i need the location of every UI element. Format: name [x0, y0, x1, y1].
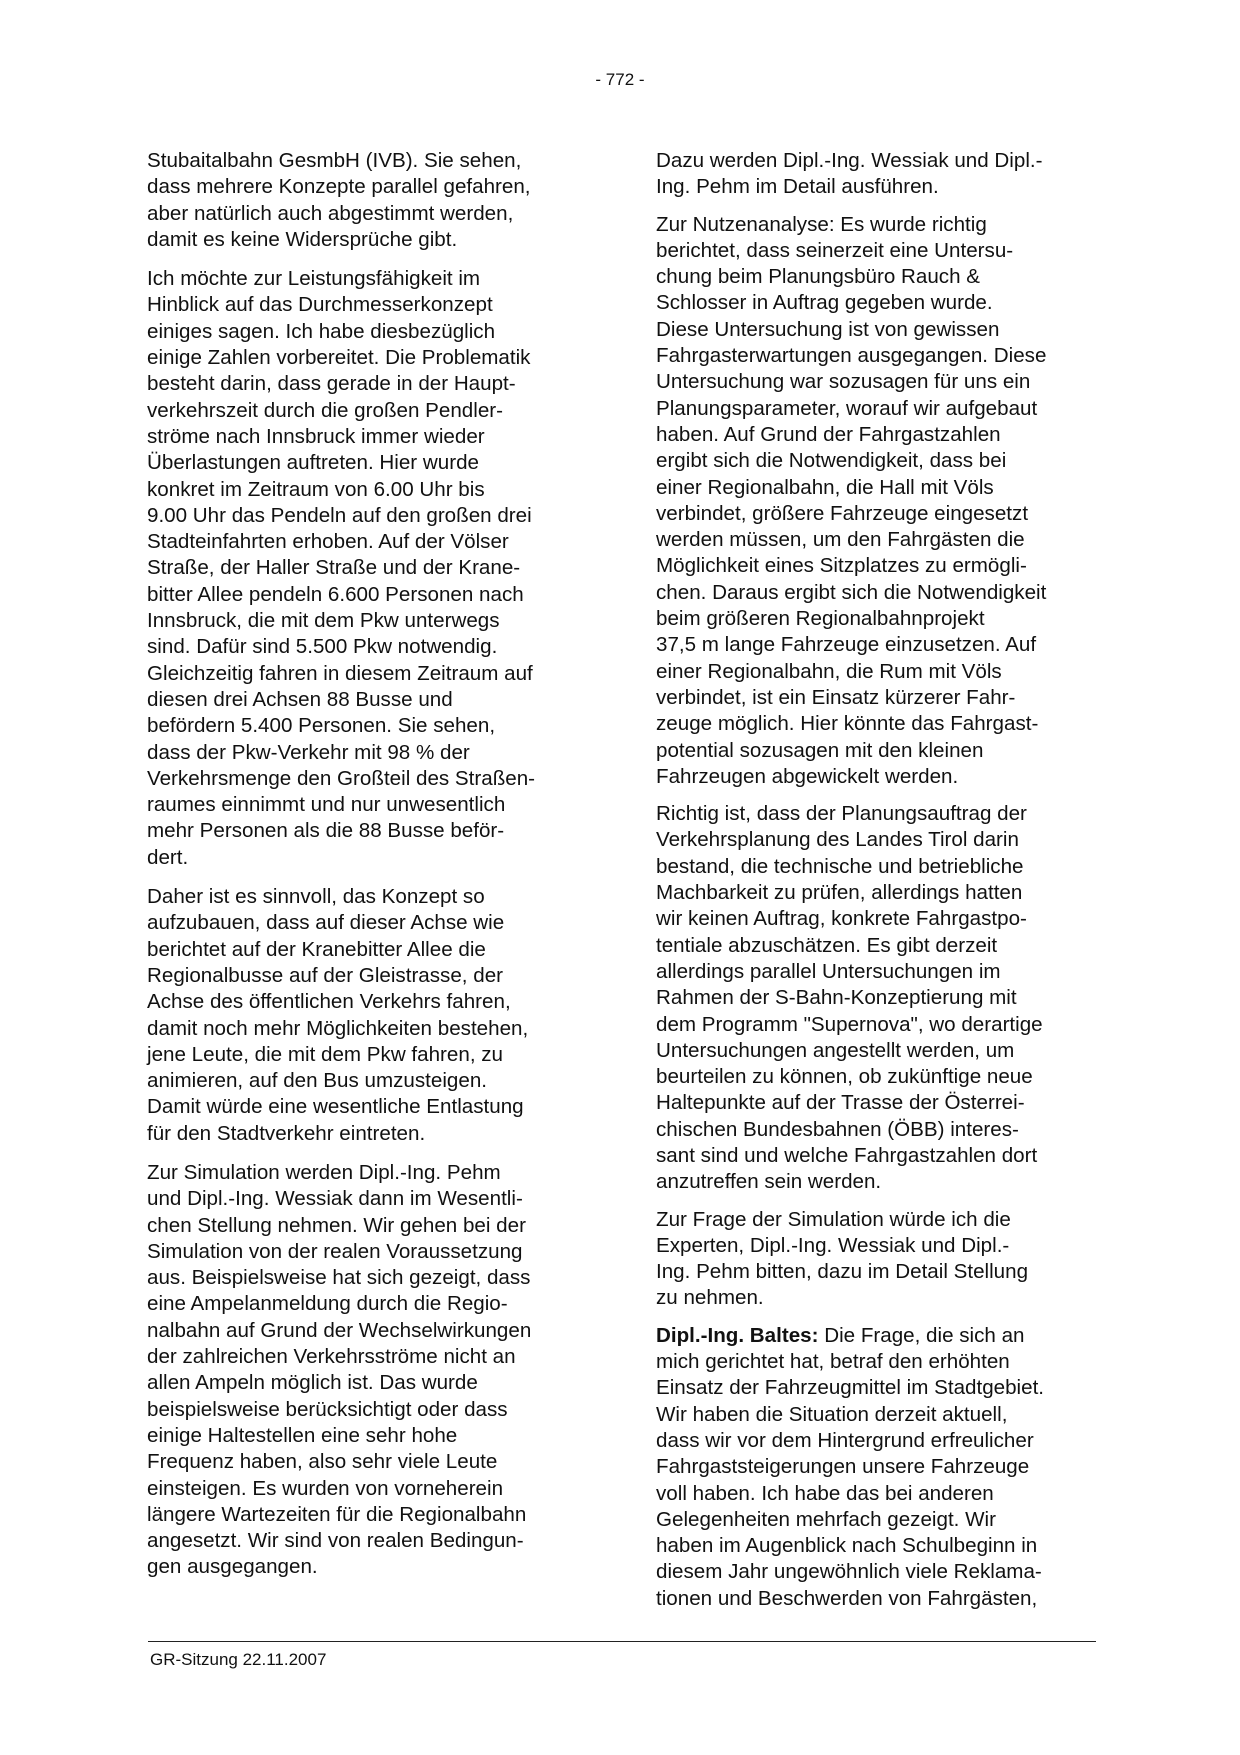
text-line: sind. Dafür sind 5.500 Pkw notwendig.: [147, 635, 498, 659]
speaker-name: Dipl.-Ing. Baltes:: [656, 1323, 819, 1347]
text-line: wir keinen Auftrag, konkrete Fahrgastpo-: [656, 907, 1027, 931]
text-line: diesem Jahr ungewöhnlich viele Reklama-: [656, 1560, 1042, 1584]
text-line: Schlosser in Auftrag gegeben wurde.: [656, 291, 993, 315]
text-line: dass der Pkw-Verkehr mit 98 % der: [147, 740, 470, 764]
text-line: raumes einnimmt und nur unwesentlich: [147, 793, 506, 817]
text-line: beim größeren Regionalbahnprojekt: [656, 607, 985, 631]
text-line: Dazu werden Dipl.-Ing. Wessiak und Dipl.-: [656, 149, 1043, 172]
text-line: Zur Frage der Simulation würde ich die: [656, 1207, 1011, 1231]
text-line: Stubaitalbahn GesmbH (IVB). Sie sehen,: [147, 149, 522, 172]
text-line: Ing. Pehm im Detail ausführen.: [656, 175, 939, 199]
text-line: dert.: [147, 845, 189, 869]
text-line: längere Wartezeiten für die Regionalbahn: [147, 1502, 527, 1526]
text-line: Stadteinfahrten erhoben. Auf der Völser: [147, 530, 509, 554]
text-line: ergibt sich die Notwendigkeit, dass bei: [656, 449, 1007, 473]
text-line: Untersuchungen angestellt werden, um: [656, 1038, 1015, 1062]
text-line: Frequenz haben, also sehr viele Leute: [147, 1450, 498, 1474]
text-line: beispielsweise berücksichtigt oder dass: [147, 1397, 508, 1421]
text-line: Damit würde eine wesentliche Entlastung: [147, 1095, 524, 1119]
text-line: chen. Daraus ergibt sich die Notwendigkeit: [656, 580, 1047, 604]
text-line: Machbarkeit zu prüfen, allerdings hatten: [656, 881, 1023, 905]
text-line: 9.00 Uhr das Pendeln auf den großen drei: [147, 503, 532, 527]
text-line: Möglichkeit eines Sitzplatzes zu ermögli-: [656, 554, 1027, 578]
text-line: befördern 5.400 Personen. Sie sehen,: [147, 714, 496, 738]
text-line: Verkehrsplanung des Landes Tirol darin: [656, 828, 1019, 852]
text-line: Planungsparameter, worauf wir aufgebaut: [656, 396, 1038, 420]
text-line: werden müssen, um den Fahrgästen die: [656, 528, 1025, 552]
text-line: bitter Allee pendeln 6.600 Personen nach: [147, 582, 524, 606]
paragraph: [147, 1160, 587, 1581]
text-line: Richtig ist, dass der Planungsauftrag der: [656, 802, 1027, 826]
text-line: diesen drei Achsen 88 Busse und: [147, 687, 453, 711]
text-line: mich gerichtet hat, betraf den erhöhten: [656, 1350, 1010, 1374]
text-line: voll haben. Ich habe das bei anderen: [656, 1481, 994, 1505]
text-line: Ing. Pehm bitten, dazu im Detail Stellung: [656, 1260, 1029, 1284]
text-line: beurteilen zu können, ob zukünftige neue: [656, 1065, 1033, 1089]
text-line: damit noch mehr Möglichkeiten bestehen,: [147, 1016, 529, 1040]
text-line: und Dipl.-Ing. Wessiak dann im Wesentli-: [147, 1187, 523, 1211]
text-line: aber natürlich auch abgestimmt werden,: [147, 201, 514, 225]
paragraph: [656, 801, 1096, 1195]
text-line: mehr Personen als die 88 Busse beför-: [147, 819, 505, 843]
text-line: aus. Beispielsweise hat sich gezeigt, dass: [147, 1266, 531, 1290]
paragraph: [656, 1207, 1096, 1312]
text-line: Gelegenheiten mehrfach gezeigt. Wir: [656, 1507, 996, 1531]
footer-divider: [148, 1641, 1096, 1642]
text-line: einige Haltestellen eine sehr hohe: [147, 1423, 458, 1447]
text-line: einige Zahlen vorbereitet. Die Problematik: [147, 346, 531, 370]
text-line: eine Ampelanmeldung durch die Regio-: [147, 1292, 508, 1316]
left-column: [147, 148, 587, 1594]
text-line: Fahrgaststeigerungen unsere Fahrzeuge: [656, 1455, 1030, 1479]
footer-session-date: GR-Sitzung 22.11.2007: [150, 1650, 327, 1669]
text-line: dass wir vor dem Hintergrund erfreulicher: [656, 1428, 1034, 1452]
text-line: für den Stadtverkehr eintreten.: [147, 1121, 426, 1145]
text-line: verbindet, größere Fahrzeuge eingesetzt: [656, 501, 1029, 525]
paragraph: [147, 884, 587, 1147]
text-line: Wir haben die Situation derzeit aktuell,: [656, 1402, 1008, 1426]
text-line: zu nehmen.: [656, 1286, 764, 1310]
text-line: haben im Augenblick nach Schulbeginn in: [656, 1534, 1038, 1558]
text-line: Straße, der Haller Straße und der Krane-: [147, 556, 521, 580]
text-line: Regionalbusse auf der Gleistrasse, der: [147, 963, 504, 987]
text-line: Gleichzeitig fahren in diesem Zeitraum auf: [147, 661, 533, 685]
text-line: tionen und Beschwerden von Fahrgästen,: [656, 1586, 1038, 1610]
right-column: [656, 148, 1096, 1623]
text-line: dem Programm "Supernova", wo derartige: [656, 1012, 1043, 1036]
text-line: Innsbruck, die mit dem Pkw unterwegs: [147, 609, 500, 633]
text-line: nalbahn auf Grund der Wechselwirkungen: [147, 1318, 532, 1342]
text-line: allen Ampeln möglich ist. Das wurde: [147, 1371, 478, 1395]
text-line: verkehrszeit durch die großen Pendler-: [147, 398, 503, 422]
text-line: Haltepunkte auf der Trasse der Österrei-: [656, 1091, 1025, 1115]
text-line: Experten, Dipl.-Ing. Wessiak und Dipl.-: [656, 1233, 1010, 1257]
text-line: einer Regionalbahn, die Hall mit Völs: [656, 475, 994, 499]
text-line: Verkehrsmenge den Großteil des Straßen-: [147, 766, 536, 790]
text-line: dass mehrere Konzepte parallel gefahren,: [147, 175, 531, 199]
text-line: potential sozusagen mit den kleinen: [656, 738, 984, 762]
text-line: sant sind und welche Fahrgastzahlen dort: [656, 1143, 1038, 1167]
text-line: besteht darin, dass gerade in der Haupt-: [147, 372, 516, 396]
text-line: 37,5 m lange Fahrzeuge einzusetzen. Auf: [656, 633, 1037, 657]
text-line: Simulation von der realen Voraussetzung: [147, 1239, 523, 1263]
text-line: Überlastungen auftreten. Hier wurde: [147, 451, 479, 475]
text-line: verbindet, ist ein Einsatz kürzerer Fahr-: [656, 685, 1016, 709]
text-line: einiges sagen. Ich habe diesbezüglich: [147, 319, 496, 343]
page-number: - 772 -: [595, 70, 645, 89]
text-line: ströme nach Innsbruck immer wieder: [147, 424, 485, 448]
text-line: Fahrgasterwartungen ausgegangen. Diese: [656, 344, 1047, 368]
text-line: einer Regionalbahn, die Rum mit Völs: [656, 659, 1002, 683]
text-line: berichtet, dass seinerzeit eine Untersu-: [656, 238, 1014, 262]
text-line: konkret im Zeitraum von 6.00 Uhr bis: [147, 477, 485, 501]
text-line: zeuge möglich. Hier könnte das Fahrgast-: [656, 712, 1039, 736]
text-line: chung beim Planungsbüro Rauch &: [656, 265, 980, 289]
text-line: Fahrzeugen abgewickelt werden.: [656, 764, 959, 788]
text-line: chischen Bundesbahnen (ÖBB) interes-: [656, 1117, 1019, 1141]
text-line: Hinblick auf das Durchmesserkonzept: [147, 293, 493, 317]
text-line: [656, 1323, 1096, 1349]
text-line: allerdings parallel Untersuchungen im: [656, 959, 1001, 983]
text-line: gen ausgegangen.: [147, 1555, 318, 1579]
text-line: Zur Nutzenanalyse: Es wurde richtig: [656, 212, 987, 236]
text-line: einsteigen. Es wurden von vorneherein: [147, 1476, 504, 1500]
text-line: haben. Auf Grund der Fahrgastzahlen: [656, 422, 1001, 446]
text-line: Untersuchung war sozusagen für uns ein: [656, 370, 1031, 394]
text-line: bestand, die technische und betriebliche: [656, 854, 1024, 878]
paragraph: [656, 148, 1096, 201]
text-line: Zur Simulation werden Dipl.-Ing. Pehm: [147, 1160, 501, 1184]
text-line: anzutreffen sein werden.: [656, 1170, 882, 1194]
text-line: Achse des öffentlichen Verkehrs fahren,: [147, 990, 511, 1014]
text-line: jene Leute, die mit dem Pkw fahren, zu: [147, 1042, 504, 1066]
text-line: Rahmen der S-Bahn-Konzeptierung mit: [656, 986, 1017, 1010]
text-line: tentiale abzuschätzen. Es gibt derzeit: [656, 933, 998, 957]
text-line: Diese Untersuchung ist von gewissen: [656, 317, 1000, 341]
text-line: animieren, auf den Bus umzusteigen.: [147, 1069, 487, 1093]
paragraph: [656, 1323, 1096, 1612]
text-line: der zahlreichen Verkehrsströme nicht an: [147, 1345, 516, 1369]
text-line: chen Stellung nehmen. Wir gehen bei der: [147, 1213, 526, 1237]
paragraph: [147, 266, 587, 871]
speaker-text: Die Frage, die sich an: [818, 1323, 1025, 1347]
text-line: Daher ist es sinnvoll, das Konzept so: [147, 885, 485, 909]
text-line: berichtet auf der Kranebitter Allee die: [147, 937, 486, 961]
text-line: Einsatz der Fahrzeugmittel im Stadtgebiet.: [656, 1376, 1045, 1400]
paragraph: [656, 212, 1096, 791]
text-line: angesetzt. Wir sind von realen Bedingun-: [147, 1529, 524, 1553]
text-line: aufzubauen, dass auf dieser Achse wie: [147, 911, 505, 935]
text-line: damit es keine Widersprüche gibt.: [147, 227, 458, 251]
text-line: Ich möchte zur Leistungsfähigkeit im: [147, 267, 481, 291]
paragraph: [147, 148, 587, 253]
